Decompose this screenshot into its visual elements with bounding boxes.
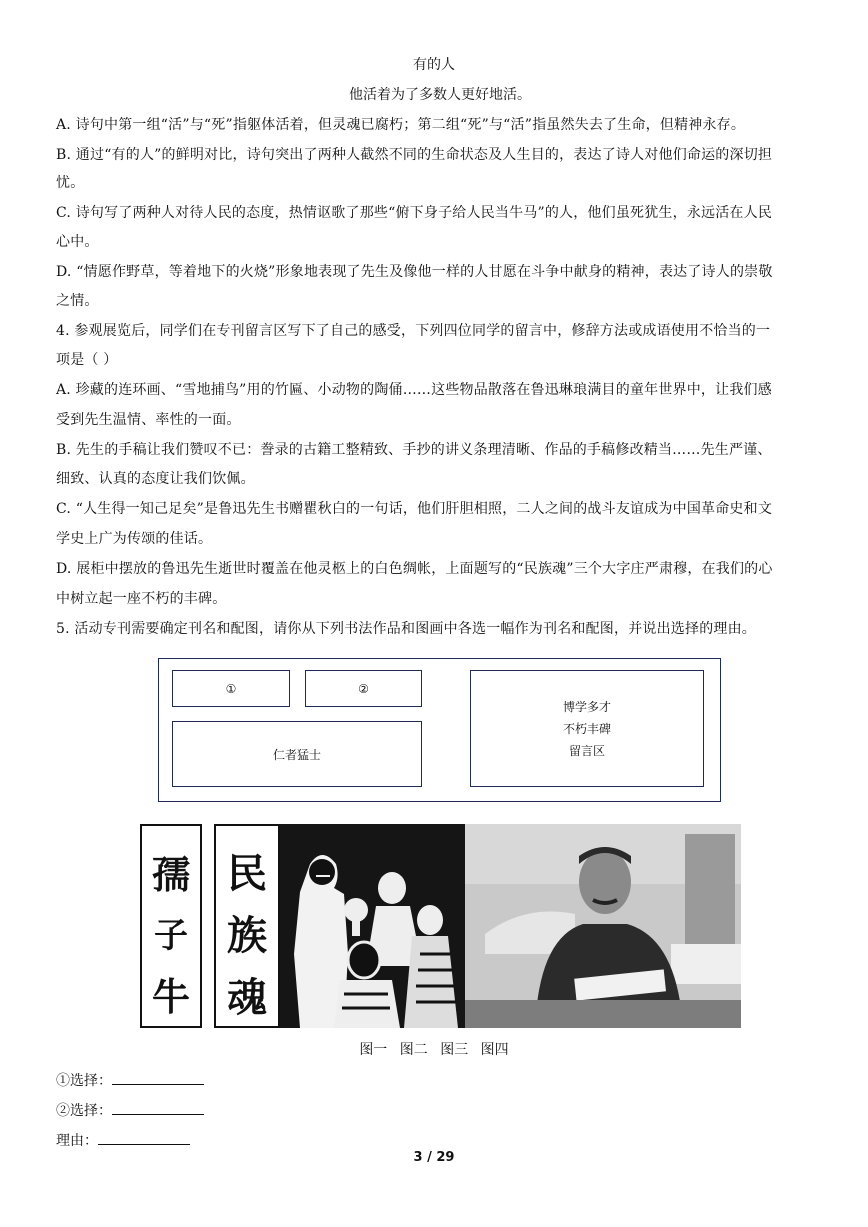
poem-title-line: 有的人 [413, 57, 455, 73]
q3-option-b-line2: 忧。 [56, 175, 85, 191]
answer-choice-2-label: ②选择： [56, 1103, 112, 1119]
q4-stem-line2: 项是（ ） [56, 352, 118, 368]
answer-reason-blank[interactable] [98, 1128, 190, 1145]
q3-option-c-line1: C. 诗句写了两种人对待人民的态度，热情讴歌了那些“俯下身子给人民当牛马”的人，他们虽死犹生，永远活在人民 [56, 205, 773, 221]
fig2-char-3: 魂 [227, 974, 267, 1021]
q3-option-d-line1: D. “情愿作野草，等着地下的火烧”形象地表现了先生及像他一样的人甘愿在斗争中献身的精神，表达了诗人的崇敬 [56, 264, 773, 280]
q3-option-c-line2: 心中。 [56, 234, 99, 250]
page-number: 3 / 29 [413, 1150, 455, 1165]
q4-option-b-line2: 细致、认真的态度让我们饮佩。 [56, 471, 255, 487]
figure-1-calligraphy [140, 824, 202, 1028]
q4-option-d-line1: D. 展柜中摆放的鲁迅先生逝世时覆盖在他灵柩上的白色绸帐，上面题写的“民族魂”三个大字庄严肃穆，在我们的心 [56, 561, 773, 577]
layout-box-2: ② [305, 670, 422, 707]
layout-box-4-line-3: 留言区 [568, 743, 605, 758]
fig1-char-2: 子 [154, 916, 188, 956]
q4-option-a-line1: A. 珍藏的连环画、“雪地捕鸟”用的竹匾、小动物的陶俑……这些物品散落在鲁迅琳琅满目的童年世界中，让我们感 [56, 382, 772, 398]
answer-choice-1 [56, 1068, 204, 1093]
layout-box-4 [470, 670, 704, 787]
q4-option-a-line2: 受到先生温情、率性的一面。 [56, 412, 241, 428]
q4-option-c-line2: 学史上广为传颂的佳话。 [56, 531, 213, 547]
poem-line: 他活着为了多数人更好地活。 [349, 87, 531, 103]
answer-choice-2-blank[interactable] [112, 1098, 204, 1115]
fig2-char-1: 民 [227, 850, 267, 897]
layout-box-3: 仁者猛士 [172, 721, 422, 787]
q3-option-d-line2: 之情。 [56, 293, 99, 309]
answer-choice-1-blank[interactable] [112, 1068, 204, 1085]
answer-choice-2 [56, 1098, 204, 1123]
answer-reason-label: 理由： [56, 1133, 98, 1149]
q5-stem: 5. 活动专刊需要确定刊名和配图，请你从下列书法作品和图画中各选一幅作为刊名和配图，并说出选择的理由。 [56, 621, 757, 637]
q4-option-c-line1: C. “人生得一知己足矣”是鲁迅先生书赠瞿秋白的一句话，他们肝胆相照，二人之间的战斗友谊成为中国革命史和文 [56, 501, 773, 517]
answer-choice-1-label: ①选择： [56, 1073, 112, 1089]
fig2-char-2: 族 [227, 912, 267, 959]
q4-option-b-line1: B. 先生的手稿让我们赞叹不已：誊录的古籍工整精致、手抄的讲义条理清晰、作品的手稿修改精当……先生严谨、 [56, 442, 772, 458]
figure-2-calligraphy [214, 824, 280, 1028]
fig1-char-1: 孺 [151, 852, 190, 897]
woodcut-illustration [280, 824, 465, 1028]
layout-box-1: ① [172, 670, 290, 707]
fig1-char-3: 牛 [151, 974, 190, 1019]
q3-option-a: A. 诗句中第一组“活”与“死”指躯体活着，但灵魂已腐朽；第二组“死”与“活”指虽然失去了生命，但精神永存。 [56, 117, 746, 133]
q4-stem-line1: 4. 参观展览后，同学们在专刊留言区写下了自己的感受，下列四位同学的留言中，修辞方法或成语使用不恰当的一 [56, 323, 771, 339]
portrait-illustration [465, 824, 741, 1028]
layout-box-4-line-1: 博学多才 [562, 699, 611, 714]
q3-option-b-line1: B. 通过“有的人”的鲜明对比，诗句突出了两种人截然不同的生命状态及人生目的，表达了诗人对他们命运的深切担 [56, 147, 773, 163]
figure-4-portrait-image [465, 824, 741, 1028]
layout-box-4-line-2: 不朽丰碑 [562, 721, 611, 736]
figure-caption: 图一 图二 图三 图四 [359, 1042, 509, 1058]
figure-3-woodcut-image [280, 824, 465, 1028]
q4-option-d-line2: 中树立起一座不朽的丰碑。 [56, 591, 227, 607]
